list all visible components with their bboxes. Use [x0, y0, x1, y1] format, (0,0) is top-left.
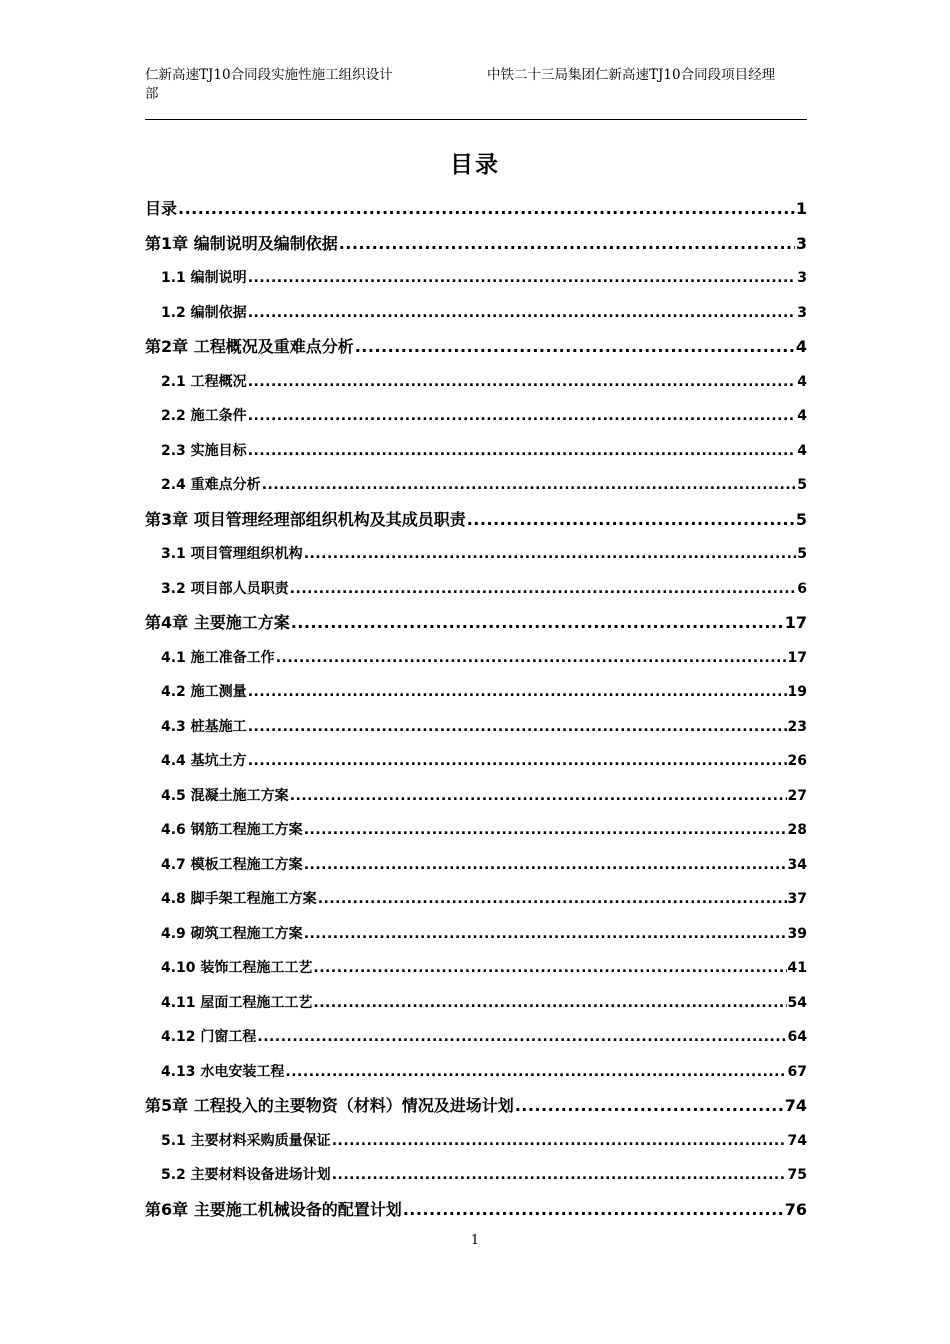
toc-entry-chapter[interactable] [145, 606, 807, 641]
toc-entry-label: 第3章 项目管理经理部组织机构及其成员职责 [145, 509, 466, 529]
toc-entry-section[interactable] [145, 641, 807, 676]
toc-entry-page: 5 [797, 477, 807, 493]
toc-entry-label: 2.4 重难点分析 [161, 477, 261, 493]
toc-entry-label: 2.2 施工条件 [161, 408, 247, 424]
toc-entry-section[interactable] [145, 744, 807, 779]
toc-entry-label: 4.3 桩基施工 [161, 718, 247, 735]
toc-dot-leader [248, 744, 787, 779]
toc-dot-leader [276, 641, 787, 676]
toc-entry-section[interactable] [145, 572, 807, 607]
toc-entry-label: 第4章 主要施工方案 [145, 613, 290, 632]
toc-dot-leader [291, 606, 784, 641]
toc-dot-leader [304, 848, 787, 883]
toc-entry-page: 17 [787, 649, 807, 666]
toc-entry-chapter[interactable] [145, 1193, 807, 1228]
toc-entry-label: 4.9 砌筑工程施工方案 [161, 925, 303, 942]
toc-entry-label: 4.6 钢筋工程施工方案 [161, 822, 303, 838]
toc-dot-leader [332, 1124, 787, 1159]
toc-entry-page: 64 [787, 1029, 807, 1045]
toc-dot-leader [262, 468, 797, 503]
toc-entry-label: 4.4 基坑土方 [161, 753, 247, 769]
toc-entry-label: 第6章 主要施工机械设备的配置计划 [145, 1199, 402, 1219]
toc-entry-label: 4.1 施工准备工作 [161, 649, 275, 666]
toc-entry-section[interactable] [145, 675, 807, 710]
toc-dot-leader [248, 675, 787, 710]
toc-entry-chapter[interactable] [145, 330, 807, 365]
toc-entry-page: 17 [784, 613, 807, 632]
toc-entry-section[interactable] [145, 537, 807, 572]
page-header [145, 66, 807, 116]
toc-dot-leader [248, 399, 797, 434]
toc-entry-label: 4.11 屋面工程施工工艺 [161, 994, 313, 1011]
toc-entry-page: 37 [787, 891, 807, 907]
toc-dot-leader [403, 1193, 784, 1228]
toc-entry-page: 3 [797, 270, 807, 286]
toc-entry-label: 4.7 模板工程施工方案 [161, 856, 303, 873]
toc-dot-leader [318, 882, 787, 917]
toc-entry-page: 3 [797, 304, 807, 321]
toc-entry-section[interactable] [145, 917, 807, 952]
toc-entry-page: 4 [797, 408, 807, 424]
toc-dot-leader [248, 261, 797, 296]
toc-dot-leader [355, 330, 795, 365]
toc-entry-page: 1 [795, 199, 807, 218]
toc-entry-page: 4 [797, 373, 807, 390]
toc-dot-leader [339, 227, 795, 262]
toc-entry-page: 27 [787, 787, 807, 804]
toc-entry-label: 1.2 编制依据 [161, 304, 247, 321]
header-left-text: 仁新高速TJ10合同段实施性施工组织设计 [145, 67, 393, 83]
toc-entry-label: 4.13 水电安装工程 [161, 1063, 285, 1080]
toc-entry-section[interactable] [145, 1020, 807, 1055]
toc-dot-leader [248, 365, 797, 400]
toc-entry-label: 4.5 混凝土施工方案 [161, 787, 289, 804]
toc-entry-chapter[interactable] [145, 503, 807, 538]
table-of-contents [145, 192, 807, 1227]
toc-dot-leader [248, 296, 797, 331]
toc-dot-leader [515, 1089, 784, 1124]
toc-dot-leader [290, 572, 797, 607]
toc-entry-section[interactable] [145, 986, 807, 1021]
toc-entry-section[interactable] [145, 399, 807, 434]
toc-entry-section[interactable] [145, 365, 807, 400]
toc-entry-section[interactable] [145, 882, 807, 917]
toc-entry-section[interactable] [145, 813, 807, 848]
toc-entry-label: 第1章 编制说明及编制依据 [145, 233, 338, 253]
toc-entry-label: 4.2 施工测量 [161, 684, 247, 700]
toc-dot-leader [290, 779, 787, 814]
toc-dot-leader [304, 537, 797, 572]
toc-entry-chapter[interactable] [145, 1089, 807, 1124]
toc-entry-label: 1.1 编制说明 [161, 270, 247, 286]
toc-entry-section[interactable] [145, 468, 807, 503]
toc-entry-section[interactable] [145, 261, 807, 296]
toc-entry-section[interactable] [145, 434, 807, 469]
toc-entry-label: 4.8 脚手架工程施工方案 [161, 891, 317, 907]
toc-entry-page: 6 [797, 580, 807, 597]
toc-entry-section[interactable] [145, 1158, 807, 1193]
toc-entry-label: 2.1 工程概况 [161, 373, 247, 390]
toc-entry-label: 第2章 工程概况及重难点分析 [145, 337, 354, 356]
toc-entry-page: 3 [795, 233, 807, 253]
toc-entry-page: 75 [787, 1167, 807, 1183]
toc-entry-page: 28 [787, 822, 807, 838]
toc-entry-page: 4 [795, 337, 807, 356]
toc-entry-page: 23 [787, 718, 807, 735]
header-right-text: 中铁二十三局集团仁新高速TJ10合同段项目经理 [487, 67, 776, 83]
toc-entry-section[interactable] [145, 779, 807, 814]
toc-dot-leader [178, 192, 795, 227]
toc-entry-label: 第5章 工程投入的主要物资（材料）情况及进场计划 [145, 1096, 514, 1115]
toc-dot-leader [313, 951, 786, 986]
toc-dot-leader [304, 917, 787, 952]
toc-entry-page: 19 [787, 684, 807, 700]
toc-entry-label: 5.2 主要材料设备进场计划 [161, 1167, 331, 1183]
toc-entry-label: 4.12 门窗工程 [161, 1029, 257, 1045]
toc-entry-label: 3.1 项目管理组织机构 [161, 546, 303, 562]
toc-entry-page: 74 [787, 1132, 807, 1149]
toc-entry-section[interactable] [145, 1124, 807, 1159]
toc-dot-leader [248, 710, 787, 745]
toc-dot-leader [332, 1158, 787, 1193]
header-rule [145, 119, 807, 120]
toc-entry-page: 76 [784, 1199, 807, 1219]
toc-entry-page: 67 [787, 1063, 807, 1080]
toc-entry-section[interactable] [145, 296, 807, 331]
toc-entry-page: 74 [784, 1096, 807, 1115]
toc-entry-chapter[interactable] [145, 227, 807, 262]
toc-entry-label: 2.3 实施目标 [161, 442, 247, 459]
toc-dot-leader [248, 434, 797, 469]
toc-entry-page: 5 [797, 546, 807, 562]
toc-entry-label: 5.1 主要材料采购质量保证 [161, 1132, 331, 1149]
toc-entry-page: 5 [795, 509, 807, 529]
toc-entry-section[interactable] [145, 1055, 807, 1090]
toc-entry-page: 34 [787, 856, 807, 873]
toc-entry-label: 目录 [145, 199, 178, 218]
toc-entry-page: 26 [787, 753, 807, 769]
toc-entry-section[interactable] [145, 710, 807, 745]
toc-dot-leader [304, 813, 787, 848]
toc-dot-leader [257, 1020, 786, 1055]
toc-entry-page: 4 [797, 442, 807, 459]
page-title: 目录 [450, 152, 500, 178]
toc-entry-page: 39 [787, 925, 807, 942]
toc-dot-leader [313, 986, 786, 1021]
toc-dot-leader [285, 1055, 786, 1090]
header-wrap-text: 部 [145, 86, 159, 102]
toc-entry-page: 54 [787, 994, 807, 1011]
toc-entry-label: 4.10 装饰工程施工工艺 [161, 960, 313, 976]
toc-entry-chapter[interactable] [145, 192, 807, 227]
toc-entry-page: 41 [787, 960, 807, 976]
toc-dot-leader [467, 503, 795, 538]
page-number: 1 [470, 1233, 480, 1248]
toc-entry-section[interactable] [145, 848, 807, 883]
toc-entry-label: 3.2 项目部人员职责 [161, 580, 289, 597]
toc-entry-section[interactable] [145, 951, 807, 986]
